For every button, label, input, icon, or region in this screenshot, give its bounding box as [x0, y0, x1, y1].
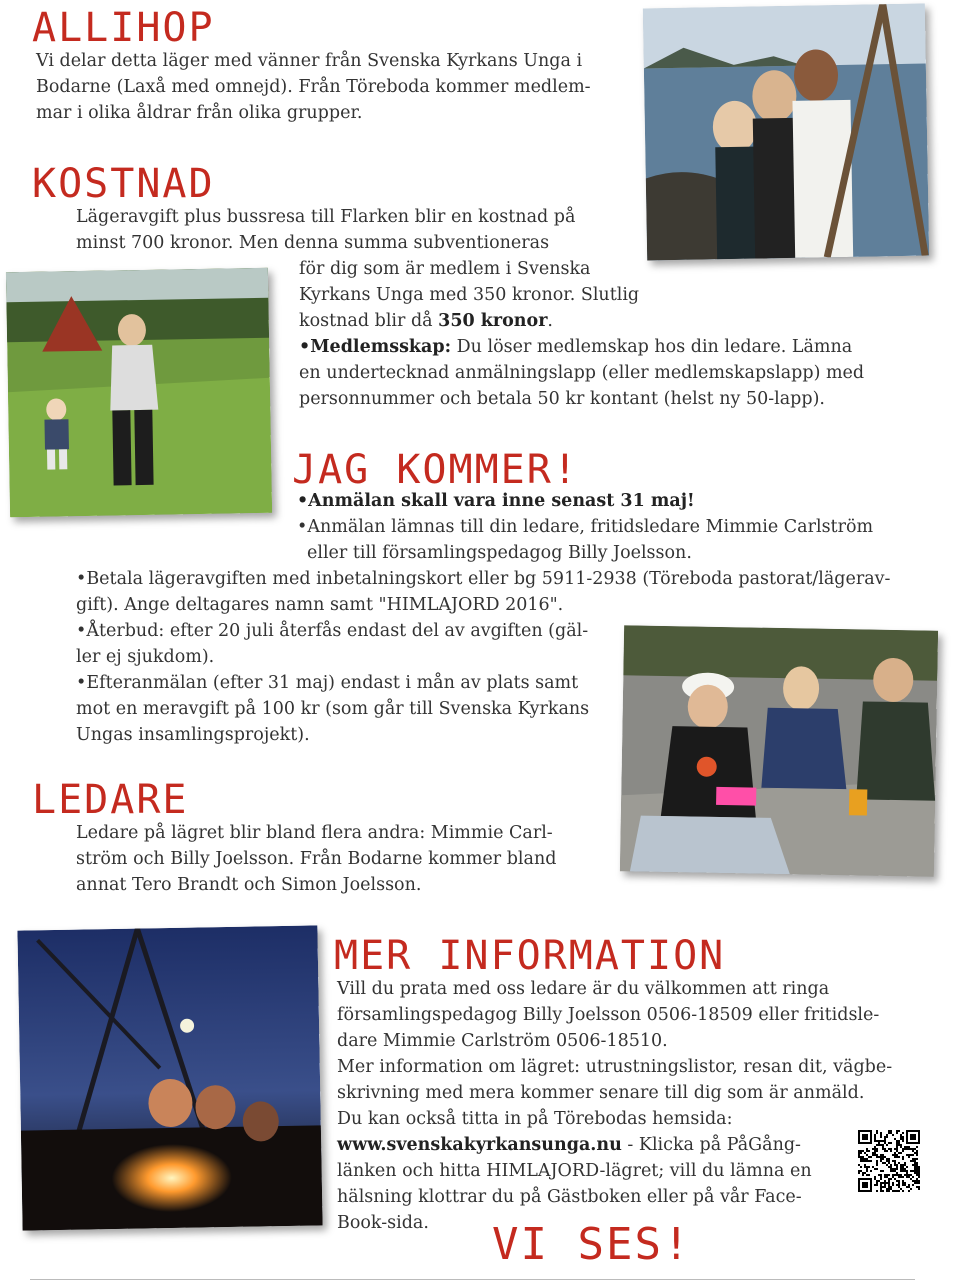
heading-kostnad: KOSTNAD	[32, 161, 215, 207]
text-line: Du kan också titta in på Törebodas hemsida:	[337, 1109, 733, 1129]
photo-rock-group	[620, 625, 938, 876]
photo-lake-group	[643, 4, 929, 261]
mer-information-text	[337, 976, 892, 1236]
text-line: Ledare på lägret blir bland flera andra: Mimmie Carl-	[76, 823, 553, 843]
photo-meadow	[6, 268, 272, 518]
bottom-divider	[30, 1279, 915, 1280]
text-line: Lägeravgift plus bussresa till Flarken blir en kostnad på	[76, 207, 576, 227]
text-line: länken och hitta HIMLAJORD-lägret; vill du lämna en	[337, 1161, 812, 1181]
text-line: för dig som är medlem i Svenska	[299, 259, 591, 279]
membership-label: Medlemsskap:	[310, 337, 452, 357]
text-line: en undertecknad anmälningslapp (eller medlemskapslapp) med	[299, 363, 865, 383]
text-line: •Betala lägeravgiften med inbetalningskort eller bg 5911-2938 (Töreboda pastorat/lägerav-	[76, 569, 891, 589]
text-line: Ungas insamlingsprojekt).	[76, 725, 310, 745]
kostnad-text-indent	[299, 256, 864, 412]
deadline-text: •Anmälan skall vara inne senast 31 maj!	[297, 491, 695, 511]
text-line	[299, 308, 864, 334]
kostnad-text-top	[76, 204, 575, 256]
text-line: •Återbud: efter 20 juli återfås endast del av avgiften (gäl-	[76, 621, 589, 641]
heading-ledare: LEDARE	[32, 777, 189, 823]
text-line: Vill du prata med oss ledare är du välkommen att ringa	[337, 979, 830, 999]
text-line: •Anmälan lämnas till din ledare, fritidsledare Mimmie Carlström	[297, 517, 874, 537]
text-line: •Efteranmälan (efter 31 maj) endast i mån av plats samt	[76, 673, 579, 693]
text-fragment: - Klicka på PåGång-	[621, 1135, 801, 1155]
text-fragment: .	[547, 311, 553, 331]
photo-campfire	[17, 925, 322, 1230]
closing-vi-ses: VI SES!	[492, 1219, 692, 1270]
text-line: Mer information om lägret: utrustningslistor, resan dit, vägbe-	[337, 1057, 893, 1077]
text-line	[299, 334, 864, 360]
text-line: dare Mimmie Carlström 0506-18510.	[337, 1031, 668, 1051]
ledare-text	[76, 820, 556, 898]
text-line: Kyrkans Unga med 350 kronor. Slutlig	[299, 285, 640, 305]
text-line: skrivning med mera kommer senare till dig som är anmäld.	[337, 1083, 865, 1103]
final-cost: 350 kronor	[438, 311, 548, 331]
heading-jag-kommer: JAG KOMMER!	[292, 447, 579, 493]
text-line: Bodarne (Laxå med omnejd). Från Töreboda kommer medlem-	[36, 77, 591, 97]
text-line: Book-sida.	[337, 1213, 429, 1233]
website-link[interactable]: www.svenskakyrkansunga.nu	[337, 1135, 622, 1155]
allihop-text	[36, 48, 591, 126]
text-fragment: Du löser medlemskap hos din ledare. Lämna	[451, 337, 853, 357]
heading-allihop: ALLIHOP	[32, 5, 215, 51]
text-line	[337, 1132, 892, 1158]
text-line	[297, 488, 873, 514]
text-line: mar i olika åldrar från olika grupper.	[36, 103, 363, 123]
text-line: eller till församlingspedagog Billy Joelsson.	[307, 543, 692, 563]
text-line: gift). Ange deltagares namn samt "HIMLAJORD 2016".	[76, 595, 564, 615]
qr-code-icon	[858, 1130, 920, 1192]
text-line: hälsning klottrar du på Gästboken eller på vår Face-	[337, 1187, 802, 1207]
heading-mer-information: MER INFORMATION	[334, 933, 726, 979]
text-line: församlingspedagog Billy Joelsson 0506-18509 eller fritidsle-	[337, 1005, 880, 1025]
jag-kommer-text-indent	[297, 488, 873, 566]
text-line: personnummer och betala 50 kr kontant (helst ny 50-lapp).	[299, 389, 825, 409]
text-line: Vi delar detta läger med vänner från Svenska Kyrkans Unga i	[36, 51, 583, 71]
text-line: mot en meravgift på 100 kr (som går till Svenska Kyrkans	[76, 699, 590, 719]
text-line: ström och Billy Joelsson. Från Bodarne kommer bland	[76, 849, 557, 869]
text-line: minst 700 kronor. Men denna summa subventioneras	[76, 233, 550, 253]
text-fragment: kostnad blir då	[299, 311, 439, 331]
text-line: ler ej sjukdom).	[76, 647, 215, 667]
bullet: •	[299, 337, 311, 357]
text-line: annat Tero Brandt och Simon Joelsson.	[76, 875, 422, 895]
qr-code[interactable]	[858, 1130, 920, 1192]
